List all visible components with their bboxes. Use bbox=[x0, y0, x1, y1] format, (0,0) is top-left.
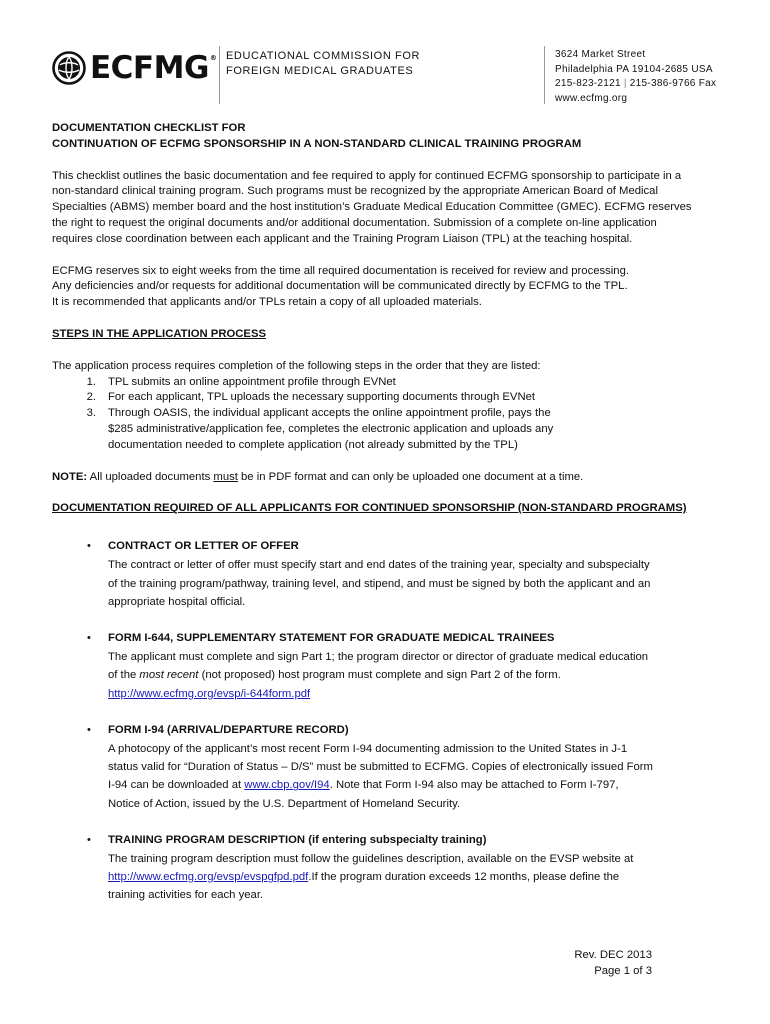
bullet: • bbox=[87, 631, 91, 644]
street: 3624 Market Street bbox=[555, 49, 646, 60]
list-item bbox=[52, 721, 692, 813]
globe-logo-icon bbox=[52, 51, 86, 85]
note: NOTE: All uploaded documents must be in PDF format and can only be uploaded one document at a time. bbox=[52, 470, 584, 483]
bullet: • bbox=[87, 833, 91, 846]
ecfmg-logo bbox=[52, 50, 216, 86]
logo-wordmark: ECFMG® bbox=[90, 50, 217, 86]
steps-heading: STEPS IN THE APPLICATION PROCESS bbox=[52, 327, 267, 340]
intro-paragraph: This checklist outlines the basic documentation and fee required to apply for continued ECFMG sponsorship to participate in a non-standard clinical training program. Such programs must be recognized by the appropriate American Board of Medical Specialties (ABMS) member board and the host institution’s Graduate Medical Education Committee (GMEC). ECFMG reserves the right to request the original documents and/or additional documentation. Submission of a complete on-line application requires close coordination between each applicant and the Training Program Liaison (TPL) at the teaching hospital. bbox=[52, 169, 692, 245]
steps-intro: The application process requires completion of the following steps in the order that they are listed: bbox=[52, 359, 541, 372]
step-item: 2. For each applicant, TPL uploads the necessary supporting documents through EVNet bbox=[86, 391, 536, 404]
document-title-line1: DOCUMENTATION CHECKLIST FOR bbox=[52, 122, 246, 134]
list-item bbox=[52, 831, 692, 905]
bullet: • bbox=[87, 723, 91, 736]
i644-heading: FORM I-644, SUPPLEMENTARY STATEMENT FOR GRADUATE MEDICAL TRAINEES bbox=[108, 631, 555, 644]
header-divider bbox=[219, 46, 220, 104]
program-heading: TRAINING PROGRAM DESCRIPTION (if entering subspecialty training) bbox=[108, 833, 487, 846]
i94-heading: FORM I-94 (ARRIVAL/DEPARTURE RECORD) bbox=[108, 723, 349, 736]
i644-body: The applicant must complete and sign Part 1; the program director or director of graduate medical education of the most recent (not proposed) host program must complete and sign Part 2 of the form. http://www.ecfmg.org/evsp/i-644form.pdf bbox=[108, 651, 649, 700]
phone-fax: 215-823-2121 | 215-386-9766 Fax bbox=[555, 78, 717, 90]
page-footer bbox=[574, 947, 652, 979]
evsp-guidelines-link[interactable]: http://www.ecfmg.org/evsp/evspgfpd.pdf bbox=[108, 871, 309, 884]
contact-address bbox=[555, 48, 716, 107]
processing-paragraph: ECFMG reserves six to eight weeks from the time all required documentation is received for review and processing. Any deficiencies and/or requests for additional documentation will be communicated directly by ECFMG to the TPL. It is recommended that applicants and/or TPLs retain a copy of all uploaded materials. bbox=[52, 264, 630, 309]
step-item: 1. TPL submits an online appointment profile through EVNet bbox=[86, 375, 396, 388]
i644-form-link[interactable]: http://www.ecfmg.org/evsp/i-644form.pdf bbox=[108, 687, 311, 700]
contract-heading: CONTRACT OR LETTER OF OFFER bbox=[108, 540, 299, 553]
organization-name: EDUCATIONAL COMMISSION FOR FOREIGN MEDICAL GRADUATES bbox=[226, 50, 421, 77]
document-title-line2: CONTINUATION OF ECFMG SPONSORSHIP IN A NON-STANDARD CLINICAL TRAINING PROGRAM bbox=[52, 137, 582, 150]
step-item: 3. Through OASIS, the individual applicant accepts the online appointment profile, pays the $285 administrative/application fee, completes the electronic application and uploads any documentation needed to complete application (not already submitted by the TPL) bbox=[86, 407, 554, 451]
required-docs-list bbox=[52, 537, 692, 904]
revision-date: Rev. DEC 2013 bbox=[574, 949, 652, 961]
city-line: Philadelphia PA 19104-2685 USA bbox=[555, 63, 713, 75]
contract-body: The contract or letter of offer must specify start and end dates of the training year, specialty and subspecialty of the training program/pathway, training level, and stipend, and must be signed by both the applicant and an appropriate hospital official. bbox=[108, 559, 651, 608]
i94-body: A photocopy of the applicant’s most recent Form I-94 documenting admission to the United States in J-1 status valid for “Duration of Status – D/S” must be submitted to ECFMG. Copies of electronically issued Form I-94 can be downloaded at www.cbp.gov/I94. Note that Form I-94 also may be attached to Form I-797, Notice of Action, issued by the U.S. Department of Homeland Security. bbox=[108, 742, 653, 810]
website[interactable]: www.ecfmg.org bbox=[555, 93, 628, 105]
program-body: The training program description must follow the guidelines description, available on the EVSP website at http://www.ecfmg.org/evsp/evspgfpd.pdf.If the program duration exceeds 12 months, please define the training activities for each year. bbox=[108, 852, 634, 902]
required-docs-heading: DOCUMENTATION REQUIRED OF ALL APPLICANTS FOR CONTINUED SPONSORSHIP (NON-STANDARD PROGRAMS) bbox=[52, 502, 687, 515]
list-item bbox=[52, 629, 692, 703]
document-body bbox=[52, 121, 692, 923]
header-divider bbox=[544, 46, 545, 104]
cbp-i94-link[interactable]: www.cbp.gov/I94 bbox=[244, 779, 330, 792]
steps-list bbox=[52, 375, 692, 454]
list-item bbox=[52, 537, 692, 611]
page-number: Page 1 of 3 bbox=[594, 965, 652, 977]
bullet: • bbox=[87, 540, 91, 553]
